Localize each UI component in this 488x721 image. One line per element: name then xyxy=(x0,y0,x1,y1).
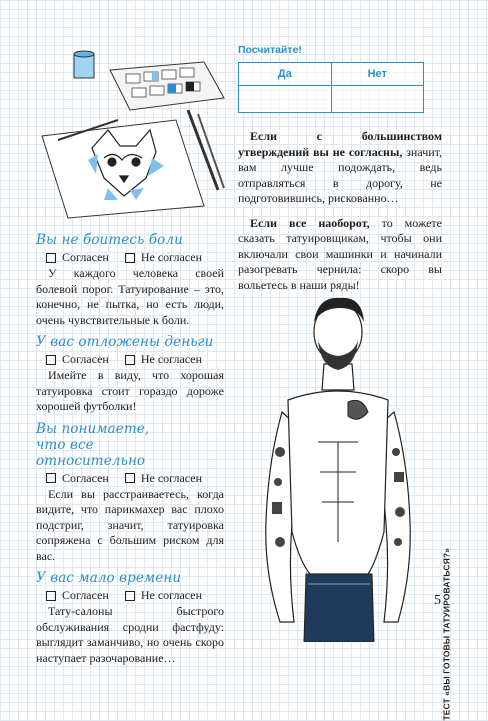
tattoo-stencil-illustration xyxy=(28,50,228,220)
agree-label: Согласен xyxy=(62,588,109,602)
result-paragraph-disagree xyxy=(238,129,442,207)
question-text: Тату-салоны быстрого обслуживания сродни фастфуду: выглядит заманчиво, но очень скоро наступает разочарование… xyxy=(36,604,224,665)
question-title: У вас отложены деньги xyxy=(36,334,214,350)
question-section xyxy=(36,232,224,328)
question-text: Если вы расстраиваетесь, когда видите, что парикмахер вас плохо подстриг, значит, татуировка сопряжена с большим риском для вас. xyxy=(36,486,224,563)
side-running-title: ТЕСТ «ВЫ ГОТОВЫ ТАТУИРОВАТЬСЯ?» xyxy=(442,548,452,721)
questions-column xyxy=(36,232,224,670)
agree-option[interactable] xyxy=(46,352,109,367)
agree-label: Согласен xyxy=(62,352,109,366)
tattooed-man-illustration xyxy=(258,292,418,642)
result-bold: Если все наоборот, xyxy=(250,215,370,230)
results-column xyxy=(238,44,442,293)
count-table xyxy=(238,62,424,113)
disagree-option[interactable] xyxy=(125,250,202,265)
checkbox-icon[interactable] xyxy=(125,473,135,483)
checkbox-icon[interactable] xyxy=(46,473,56,483)
question-section xyxy=(36,570,224,666)
count-cell-no[interactable] xyxy=(331,86,424,113)
count-header-yes: Да xyxy=(239,63,332,86)
count-cell-yes[interactable] xyxy=(239,86,332,113)
agree-option[interactable] xyxy=(46,588,109,603)
count-header-no: Нет xyxy=(331,63,424,86)
checkbox-icon[interactable] xyxy=(46,591,56,601)
question-section xyxy=(36,421,224,565)
checkbox-icon[interactable] xyxy=(125,253,135,263)
disagree-option[interactable] xyxy=(125,471,202,486)
disagree-label: Не согласен xyxy=(140,470,203,485)
disagree-option[interactable] xyxy=(125,352,202,367)
answer-options xyxy=(36,588,224,603)
result-bold: Если с большинством утверждений вы не согласны, xyxy=(238,129,442,159)
result-text: то можете сказать татуировщикам, чтобы они включали свои машинки и начинали разогревать чернила: скоро вы вольетесь в наши ряды! xyxy=(238,215,442,292)
agree-label: Согласен xyxy=(62,250,109,264)
question-title: Вы понимаете, что все относительно xyxy=(36,420,150,469)
question-title: У вас мало времени xyxy=(36,570,182,586)
question-text: У каждого человека своей болевой порог. Татуирование – это, конечно, не пытка, но есть люди, очень чувствительные к боли. xyxy=(36,266,224,327)
question-section xyxy=(36,334,224,415)
agree-option[interactable] xyxy=(46,471,109,486)
checkbox-icon[interactable] xyxy=(46,253,56,263)
disagree-label: Не согласен xyxy=(140,250,203,264)
count-title: Посчитайте! xyxy=(238,44,302,56)
answer-options xyxy=(36,352,224,367)
disagree-label: Не согласен xyxy=(140,352,203,366)
agree-option[interactable] xyxy=(46,250,109,265)
checkbox-icon[interactable] xyxy=(125,355,135,365)
question-title: Вы не боитесь боли xyxy=(36,232,183,248)
checkbox-icon[interactable] xyxy=(125,591,135,601)
result-paragraph-agree xyxy=(238,216,442,294)
disagree-option[interactable] xyxy=(125,588,202,603)
answer-options xyxy=(36,250,224,265)
checkbox-icon[interactable] xyxy=(46,355,56,365)
page-number: 5 xyxy=(434,593,441,608)
disagree-label: Не согласен xyxy=(140,588,203,602)
agree-label: Согласен xyxy=(62,470,109,485)
question-text: Имейте в виду, что хорошая татуировка стоит гораздо дороже хорошей футболки! xyxy=(36,368,224,413)
answer-options xyxy=(36,471,224,486)
result-text: значит, вам лучше подождать, ведь отправляться в дорогу, не подготовившись, рискованно… xyxy=(238,144,442,205)
